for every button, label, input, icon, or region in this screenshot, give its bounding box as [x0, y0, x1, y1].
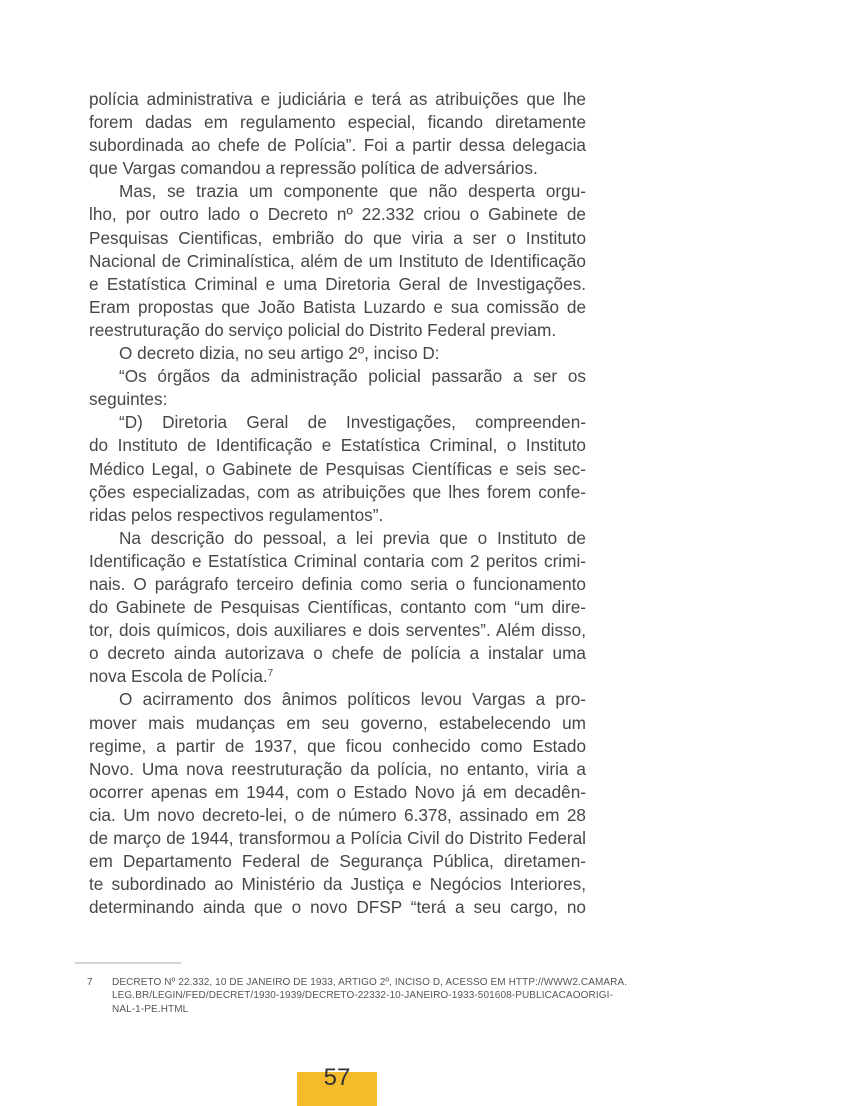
text-line [89, 157, 586, 180]
text-line [89, 273, 586, 296]
text-line-content: em Departamento Federal de Segurança Pública, diretamen- [89, 851, 586, 872]
text-line-content: que Vargas comandou a repressão política de adversários. [89, 158, 538, 179]
footnote-line: LEG.BR/LEGIN/FED/DECRET/1930-1939/DECRETO-22332-10-JANEIRO-1933-501608-PUBLICACAOORIGI- [112, 990, 613, 1002]
footnote-text [112, 976, 627, 1016]
body-text [89, 88, 586, 919]
text-line-content: do Gabinete de Pesquisas Científicas, contanto com “um dire- [89, 597, 586, 618]
text-line [89, 642, 586, 665]
text-line [89, 712, 586, 735]
text-line [89, 250, 586, 273]
text-line-content: lho, por outro lado o Decreto nº 22.332 criou o Gabinete de [89, 204, 586, 225]
text-line-content: tor, dois químicos, dois auxiliares e dois serventes”. Além disso, [89, 620, 586, 641]
text-line [89, 873, 586, 896]
text-line-content: de março de 1944, transformou a Polícia Civil do Distrito Federal [89, 828, 586, 848]
footnote-line: DECRETO Nº 22.332, 10 DE JANEIRO DE 1933, ARTIGO 2º, INCISO D, ACESSO EM HTTP://WWW2.CAMARA. [112, 977, 628, 988]
text-line [89, 527, 586, 550]
text-line-content: regime, a partir de 1937, que ficou conhecido como Estado [89, 735, 586, 756]
text-line [89, 781, 586, 804]
paragraph [89, 411, 586, 526]
footnote-line: NAL-1-PE.HTML [112, 1003, 189, 1015]
text-line [89, 388, 586, 411]
page-number: 57 [323, 1064, 351, 1091]
text-line-content: ções especializadas, com as atribuições que lhes forem confe- [89, 481, 586, 502]
paragraph [89, 688, 586, 919]
text-line [89, 688, 586, 711]
text-line-content: polícia administrativa e judiciária e terá as atribuições que lhe [89, 89, 586, 109]
text-line-content: Pesquisas Cientificas, embrião do que viria a ser o Instituto [89, 227, 586, 248]
text-line-content: Médico Legal, o Gabinete de Pesquisas Científicas e seis sec- [89, 458, 586, 479]
text-line [89, 850, 586, 873]
text-line [89, 365, 586, 388]
text-line [89, 434, 586, 457]
text-line [89, 227, 586, 250]
paragraph [89, 527, 586, 689]
text-line [89, 342, 586, 365]
paragraph [89, 180, 586, 342]
text-line-content: forem dadas em regulamento especial, ficando diretamente [89, 112, 586, 133]
text-line-content: O acirramento dos ânimos políticos levou Vargas a pro- [119, 689, 586, 710]
text-line-content: determinando ainda que o novo DFSP “terá a seu cargo, no [89, 897, 586, 918]
text-line [89, 411, 586, 434]
text-line [89, 203, 586, 226]
text-line-content: subordinada ao chefe de Polícia”. Foi a partir dessa delegacia [89, 135, 586, 156]
text-line-content: mover mais mudanças em seu governo, estabelecendo um [89, 712, 586, 733]
text-line-content: ridas pelos respectivos regulamentos”. [89, 504, 384, 525]
text-line-content: O decreto dizia, no seu artigo 2º, inciso D: [119, 343, 440, 364]
footnote-reference[interactable]: 7 [267, 668, 274, 680]
text-line [89, 319, 586, 342]
paragraph [89, 365, 586, 411]
text-line-content: Eram propostas que João Batista Luzardo e sua comissão de [89, 296, 586, 317]
text-line-content: te subordinado ao Ministério da Justiça e Negócios Interiores, [89, 874, 586, 895]
text-line [89, 573, 586, 596]
text-line-content: reestruturação do serviço policial do Distrito Federal previam. [89, 319, 557, 340]
text-line-content: nais. O parágrafo terceiro definia como seria o funcionamento [89, 573, 586, 594]
text-line [89, 180, 586, 203]
text-line [89, 804, 586, 827]
text-line [89, 481, 586, 504]
text-line-content: do Instituto de Identificação e Estatística Criminal, o Instituto [89, 435, 586, 456]
text-line-content: Nacional de Criminalística, além de um Instituto de Identificação [89, 250, 586, 271]
text-line-content: seguintes: [89, 389, 168, 410]
text-line-content: Identificação e Estatística Criminal contaria com 2 peritos crimi- [89, 550, 586, 571]
text-line [89, 458, 586, 481]
text-line [89, 504, 586, 527]
text-line [89, 134, 586, 157]
text-line-content: nova Escola de Polícia. [89, 666, 268, 687]
text-line [89, 665, 586, 688]
text-line [89, 550, 586, 573]
text-line [89, 827, 586, 850]
text-line-content: Na descrição do pessoal, a lei previa que o Instituto de [119, 527, 586, 548]
text-line-content: “Os órgãos da administração policial passarão a ser os [119, 366, 586, 387]
text-line [89, 758, 586, 781]
footnote-divider [75, 962, 181, 964]
text-line [89, 296, 586, 319]
text-line [89, 596, 586, 619]
text-line [89, 896, 586, 919]
text-line-content: o decreto ainda autorizava o chefe de polícia a instalar uma [89, 643, 586, 664]
text-line-content: ocorrer apenas em 1944, com o Estado Novo já em decadên- [89, 781, 586, 802]
text-line [89, 735, 586, 758]
text-line-content: Mas, se trazia um componente que não desperta orgu- [119, 181, 586, 202]
text-line [89, 88, 586, 111]
text-line-content: “D) Diretoria Geral de Investigações, compreenden- [119, 412, 586, 433]
text-line-content: cia. Um novo decreto-lei, o de número 6.378, assinado em 28 [89, 804, 586, 825]
footnote-number: 7 [87, 977, 93, 988]
text-line-content: Novo. Uma nova reestruturação da polícia, no entanto, viria a [89, 758, 586, 779]
paragraph [89, 88, 586, 180]
text-line [89, 111, 586, 134]
paragraph [89, 342, 586, 365]
text-line [89, 619, 586, 642]
text-line-content: e Estatística Criminal e uma Diretoria Geral de Investigações. [89, 273, 586, 294]
